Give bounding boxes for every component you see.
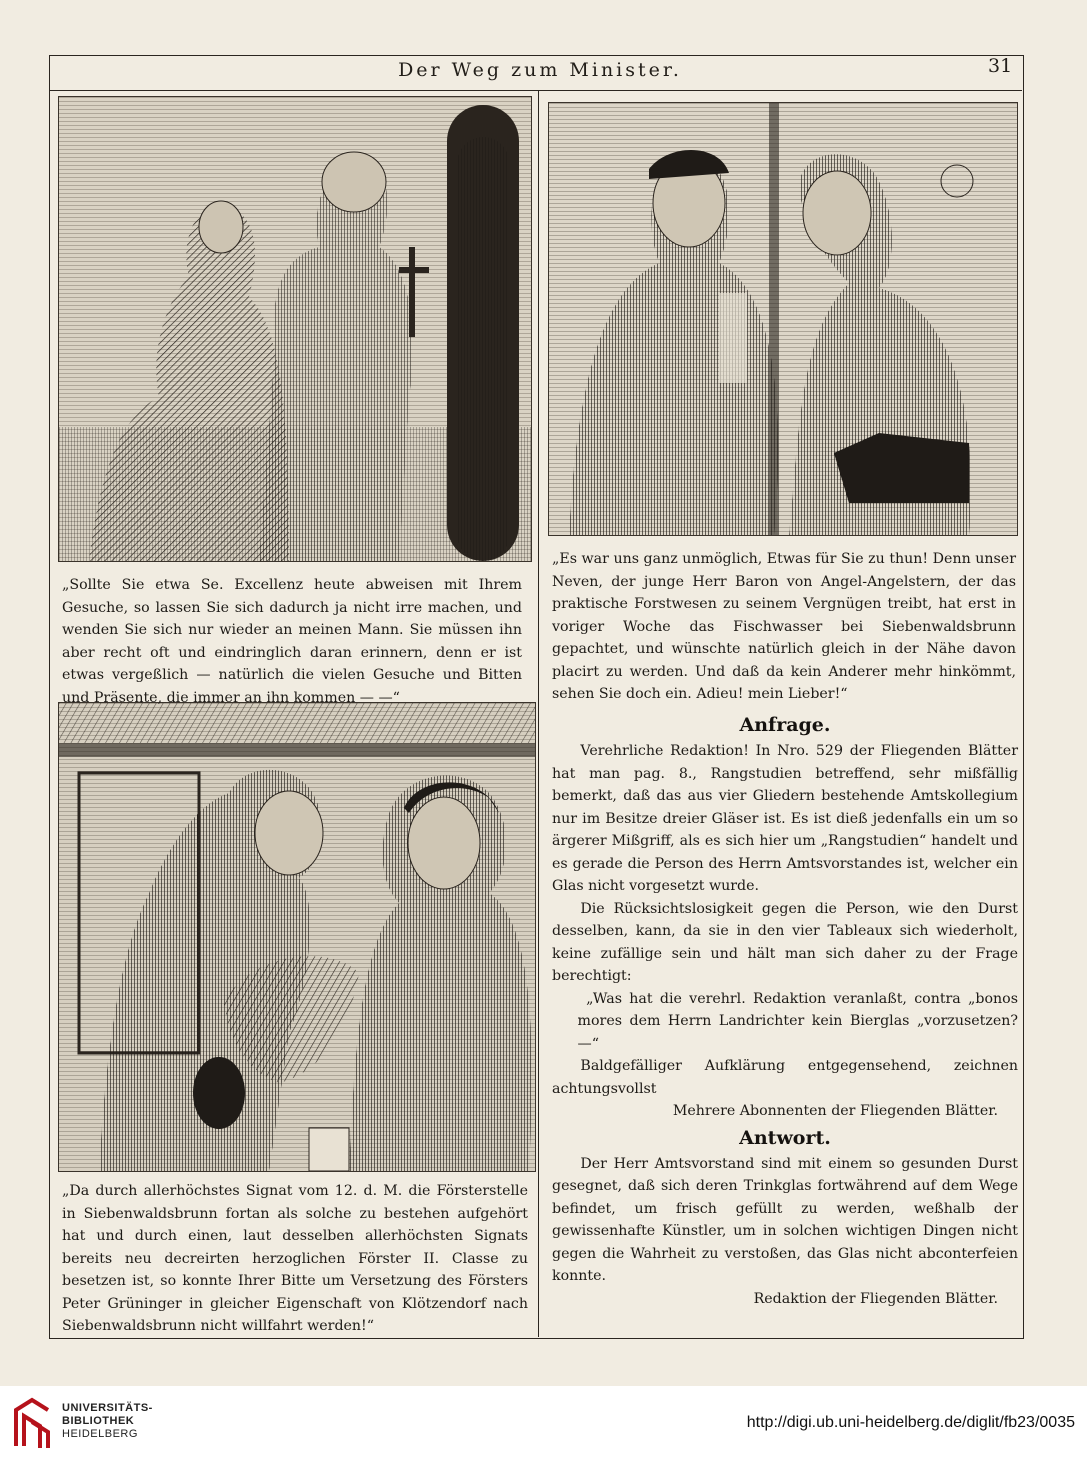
university-library-logo-icon [10,1396,54,1452]
anfrage-paragraph-2: Die Rücksichtslosigkeit gegen die Person, wie den Durst desselben, kann, da sie in den vier Tableaux sich wiederholt, keine zufällige sein und hält man sich daher zu der Frage berechtigt: [552,900,1018,984]
antwort-heading: Antwort. [739,1126,831,1149]
anfrage-heading: Anfrage. [739,714,831,736]
footer-bar [0,1386,1087,1464]
caption-top-left: „Sollte Sie etwa Se. Excellenz heute abweisen mit Ihrem Gesuche, so lassen Sie sich dadurch ja nicht irre machen, und wenden Sie sich nur wieder an meinen Mann. Sie müssen ihn aber recht oft und eindringlich daran erinnern, denn er ist etwas vergeßlich — natürlich die vielen Gesuche und Bitten und Präsente, die immer an ihn kommen — —“ [62,577,522,706]
anfrage-closing: Baldgefälliger Aufklärung entgegensehend, zeichnen achtungsvollst [552,1058,1018,1097]
library-name [62,1402,153,1441]
library-name-line-1: UNIVERSITÄTS- [62,1402,153,1414]
anfrage-quote: „Was hat die verehrl. Redaktion veranlaßt, contra „bonos mores dem Herrn Landrichter kein Bierglas „vorzusetzen? —“ [577,990,1018,1052]
antwort-paragraph: Der Herr Amtsvorstand sind mit einem so gesunden Durst gesegnet, daß sich deren Trinkglas fortwährend auf dem Wege befindet, um frisch gefüllt zu werden, weßhalb der gewissenhafte Künstler, um in solchen wichtigen Dingen nicht gegen die Wahrheit zu verstoßen, das Glas nicht abconterfeien konnte. [552,1155,1018,1284]
column-rule [538,91,539,1337]
running-title: Der Weg zum Minister. [398,59,682,81]
library-name-line-3: HEIDELBERG [62,1428,138,1440]
illustration-top-right [548,102,1018,536]
antwort-signature: Redaktion der Fliegenden Blätter. [753,1290,998,1307]
page-number: 31 [988,55,1013,77]
letters-column [552,710,1018,1310]
caption-bottom-left: „Da durch allerhöchstes Signat vom 12. d. M. die Försterstelle in Siebenwaldsbrunn fortan als solche zu bestehen aufgehört hat und durch einen, laut desselben allerhöchsten Signats bereits neu decreirten herzoglichen Förster II. Classe zu besetzen ist, so konnte Ihrer Bitte um Versetzung des Försters Peter Grüninger in gleicher Eigenschaft von Klötzendorf nach Siebenwaldsbrunn nicht willfahrt werden!“ [62,1183,528,1334]
source-url[interactable]: http://digi.ub.uni-heidelberg.de/diglit/fb23/0035 [746,1414,1075,1431]
header-rule [50,90,1022,91]
library-name-line-2: BIBLIOTHEK [62,1415,135,1427]
caption-top-right: „Es war uns ganz unmöglich, Etwas für Sie zu thun! Denn unser Neven, der junge Herr Baron von Angel-Angelstern, der das praktische Forstwesen zu seinem Vergnügen treibt, hat erst in voriger Woche das Fischwasser bei Siebenwaldsbrunn gepachtet, und wünschte natürlich gleich in der Nähe davon placirt zu werden. Und daß da kein Anderer mehr hinkömmt, sehen Sie doch ein. Adieu! mein Lieber!“ [552,551,1016,702]
anfrage-paragraph-1: Verehrliche Redaktion! In Nro. 529 der Fliegenden Blätter hat man pag. 8., Rangstudien betreffend, sehr mißfällig bemerkt, daß das aus vier Gliedern bestehende Amtskollegium nur im Besitze dreier Gläser ist. Es ist dieß jedenfalls ein um so ärgerer Mißgriff, als es sich hier um „Rangstudien“ handelt und es gerade die Person des Herrn Amtsvorstandes ist, welcher ein Glas nicht vorgesetzt wurde. [552,743,1018,894]
illustration-top-left [58,96,532,562]
anfrage-signature: Mehrere Abonnenten der Fliegenden Blätter. [672,1103,998,1119]
illustration-bottom-left [58,702,536,1172]
